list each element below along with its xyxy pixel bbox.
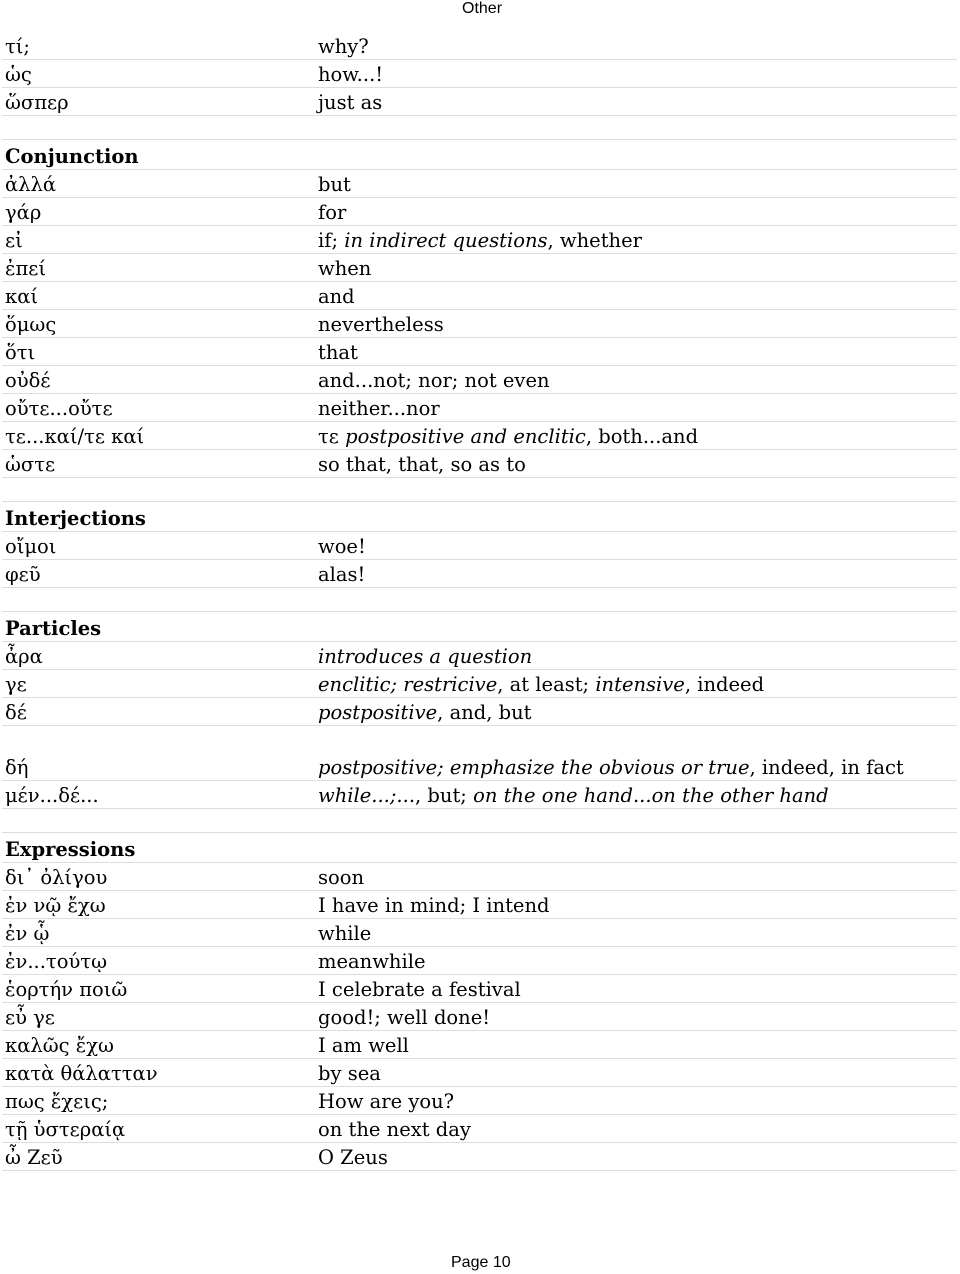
table-row [2, 32, 957, 60]
english-gloss: introduces a question [315, 642, 957, 670]
table-row [2, 1143, 957, 1171]
table-row [2, 919, 957, 947]
english-gloss: on the next day [315, 1115, 957, 1143]
table-row [2, 947, 957, 975]
english-gloss: and [315, 282, 957, 310]
english-gloss: neither...nor [315, 394, 957, 422]
english-gloss: by sea [315, 1059, 957, 1087]
greek-term: δή [2, 726, 315, 781]
table-row [2, 226, 957, 254]
english-gloss: woe! [315, 532, 957, 560]
section-heading-particles [2, 612, 957, 642]
english-gloss: How are you? [315, 1087, 957, 1115]
english-gloss: but [315, 170, 957, 198]
greek-term: ὅτι [2, 338, 315, 366]
table-row [2, 698, 957, 726]
greek-term: οὐδέ [2, 366, 315, 394]
section-heading: Particles [2, 612, 315, 642]
greek-term: οὔτε...οὔτε [2, 394, 315, 422]
table-row [2, 670, 957, 698]
english-gloss: for [315, 198, 957, 226]
table-row [2, 1115, 957, 1143]
table-row [2, 310, 957, 338]
page-header-category: Other [462, 0, 503, 17]
greek-term: δέ [2, 698, 315, 726]
greek-term: τε...καί/τε καί [2, 422, 315, 450]
table-row [2, 1003, 957, 1031]
english-gloss: and...not; nor; not even [315, 366, 957, 394]
table-row [2, 198, 957, 226]
greek-term: πως ἔχεις; [2, 1087, 315, 1115]
greek-term: τῇ ὑστεραίᾳ [2, 1115, 315, 1143]
table-row [2, 366, 957, 394]
greek-term: εἰ [2, 226, 315, 254]
table-row [2, 863, 957, 891]
greek-term: ὡστε [2, 450, 315, 478]
english-gloss: how...! [315, 60, 957, 88]
table-row [2, 891, 957, 919]
english-gloss: postpositive, and, but [315, 698, 957, 726]
english-gloss: alas! [315, 560, 957, 588]
english-gloss: postpositive; emphasize the obvious or true, indeed, in fact [315, 726, 957, 781]
english-gloss: I celebrate a festival [315, 975, 957, 1003]
greek-term: γε [2, 670, 315, 698]
table-row [2, 254, 957, 282]
english-gloss: meanwhile [315, 947, 957, 975]
greek-term: ἀλλά [2, 170, 315, 198]
table-row [2, 450, 957, 478]
table-row [2, 726, 957, 781]
greek-term: ἐν νῷ ἔχω [2, 891, 315, 919]
table-row [2, 170, 957, 198]
table-row [2, 394, 957, 422]
greek-term: ἐν...τούτῳ [2, 947, 315, 975]
greek-term: τί; [2, 32, 315, 60]
greek-term: καλῶς ἔχω [2, 1031, 315, 1059]
english-gloss: when [315, 254, 957, 282]
table-row [2, 1087, 957, 1115]
spacer-row [2, 809, 957, 833]
spacer-row [2, 116, 957, 140]
greek-term: ἐν ᾧ [2, 919, 315, 947]
table-row [2, 338, 957, 366]
greek-term: καί [2, 282, 315, 310]
greek-term: ἑορτήν ποιῶ [2, 975, 315, 1003]
table-row [2, 60, 957, 88]
english-gloss: just as [315, 88, 957, 116]
greek-term: ὦ Ζεῦ [2, 1143, 315, 1171]
vocabulary-table [2, 32, 957, 1171]
greek-term: εὖ γε [2, 1003, 315, 1031]
english-gloss: while...;..., but; on the one hand...on the other hand [315, 781, 957, 809]
english-gloss: while [315, 919, 957, 947]
english-gloss: if; in indirect questions, whether [315, 226, 957, 254]
section-heading: Conjunction [2, 140, 315, 170]
greek-term: ὥσπερ [2, 88, 315, 116]
section-heading: Expressions [2, 833, 315, 863]
section-heading: Interjections [2, 502, 315, 532]
table-row [2, 1031, 957, 1059]
greek-term: ἐπεί [2, 254, 315, 282]
section-heading-expressions [2, 833, 957, 863]
greek-term: δι᾽ ὀλίγου [2, 863, 315, 891]
english-gloss: I am well [315, 1031, 957, 1059]
english-gloss: I have in mind; I intend [315, 891, 957, 919]
table-row [2, 975, 957, 1003]
english-gloss: good!; well done! [315, 1003, 957, 1031]
english-gloss: soon [315, 863, 957, 891]
greek-term: ἆρα [2, 642, 315, 670]
english-gloss: O Zeus [315, 1143, 957, 1171]
section-heading-interjections [2, 502, 957, 532]
table-row [2, 781, 957, 809]
english-gloss: enclitic; restricive, at least; intensive, indeed [315, 670, 957, 698]
table-row [2, 560, 957, 588]
english-gloss: that [315, 338, 957, 366]
greek-term: οἴμοι [2, 532, 315, 560]
table-row [2, 88, 957, 116]
english-gloss: so that, that, so as to [315, 450, 957, 478]
greek-term: κατὰ θάλατταν [2, 1059, 315, 1087]
table-row [2, 282, 957, 310]
greek-term: γάρ [2, 198, 315, 226]
spacer-row [2, 478, 957, 502]
table-row [2, 1059, 957, 1087]
page-number: Page 10 [451, 1254, 511, 1271]
table-row [2, 532, 957, 560]
english-gloss: nevertheless [315, 310, 957, 338]
english-gloss: τε postpositive and enclitic, both...and [315, 422, 957, 450]
spacer-row [2, 588, 957, 612]
table-row [2, 422, 957, 450]
greek-term: φεῦ [2, 560, 315, 588]
table-row [2, 642, 957, 670]
greek-term: ὅμως [2, 310, 315, 338]
section-heading-conjunction [2, 140, 957, 170]
greek-term: μέν...δέ... [2, 781, 315, 809]
english-gloss: why? [315, 32, 957, 60]
greek-term: ὡς [2, 60, 315, 88]
